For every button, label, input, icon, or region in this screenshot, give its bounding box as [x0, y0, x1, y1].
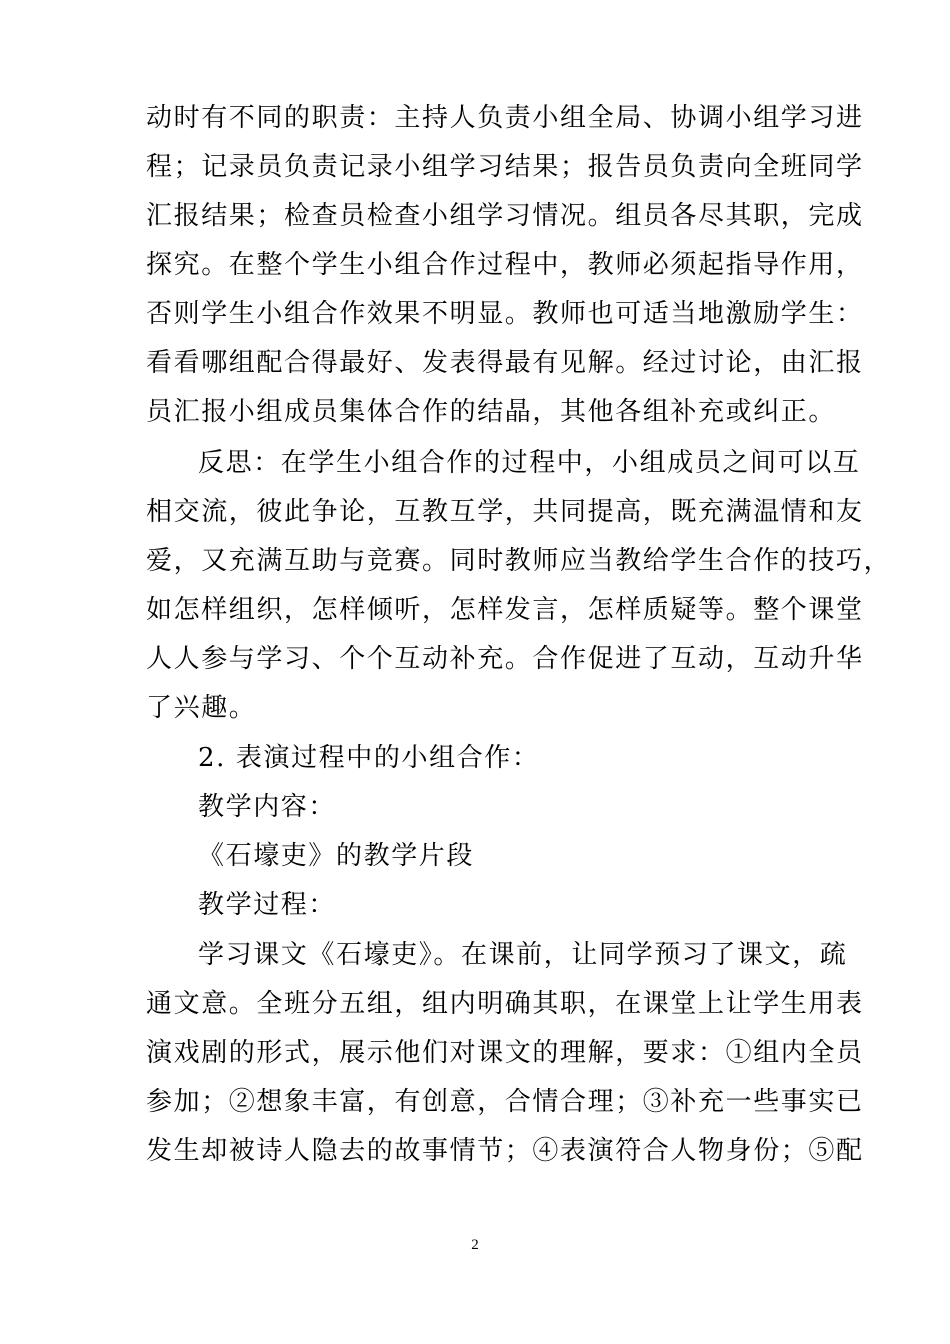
text-line: 学习课文《石壕吏》。在课前，让同学预习了课文，疏: [198, 940, 848, 970]
page-number: 2: [471, 1237, 479, 1253]
text-line: 如怎样组织，怎样倾听，怎样发言，怎样质疑等。整个课堂: [146, 595, 864, 625]
section-heading: 2. 表演过程中的小组合作：: [198, 743, 540, 773]
text-line: 人人参与学习、个个互动补充。合作促进了互动，互动升华: [146, 644, 864, 674]
text-line: 员汇报小组成员集体合作的结晶，其他各组补充或纠正。: [146, 397, 837, 427]
text-line: 反思：在学生小组合作的过程中，小组成员之间可以互: [198, 448, 861, 478]
text-line: 通文意。全班分五组，组内明确其职，在课堂上让学生用表: [146, 989, 864, 1019]
text-line: 汇报结果；检查员检查小组学习情况。组员各尽其职，完成: [146, 201, 864, 231]
text-line: 爱，又充满互助与竞赛。同时教师应当教给学生合作的技巧，: [146, 546, 892, 576]
text-line: 教学内容：: [198, 792, 337, 822]
text-line: 动时有不同的职责：主持人负责小组全局、协调小组学习进: [146, 103, 864, 133]
text-line: 相交流，彼此争论，互教互学，共同提高，既充满温情和友: [146, 497, 864, 527]
text-line: 否则学生小组合作效果不明显。教师也可适当地激励学生：: [146, 299, 864, 329]
text-line: 程；记录员负责记录小组学习结果；报告员负责向全班同学: [146, 152, 864, 182]
text-line: 了兴趣。: [146, 693, 257, 723]
text-line: 教学过程：: [198, 890, 337, 920]
text-line: 演戏剧的形式，展示他们对课文的理解，要求：①组内全员: [146, 1038, 864, 1068]
text-line: 探究。在整个学生小组合作过程中，教师必须起指导作用，: [146, 250, 864, 280]
text-line: 参加；②想象丰富，有创意，合情合理；③补充一些事实已: [146, 1087, 864, 1117]
text-line: 发生却被诗人隐去的故事情节；④表演符合人物身份；⑤配: [146, 1136, 864, 1166]
text-line: 《石壕吏》的教学片段: [198, 841, 475, 871]
text-line: 看看哪组配合得最好、发表得最有见解。经过讨论，由汇报: [146, 348, 864, 378]
